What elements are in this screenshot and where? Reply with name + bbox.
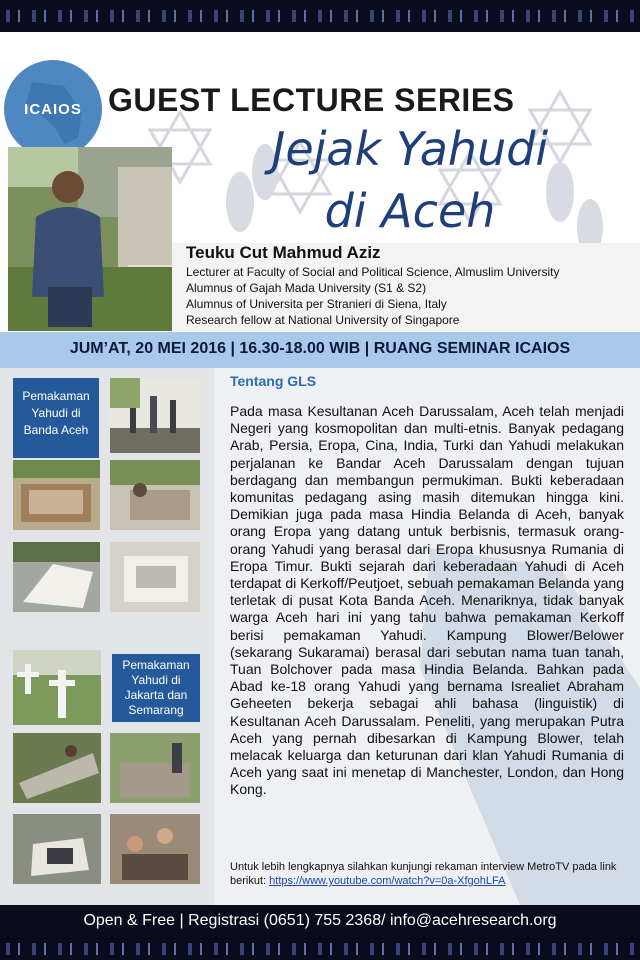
cemetery-photo	[110, 378, 200, 453]
lecture-title-line2: di Aceh	[324, 184, 496, 238]
caption-banda-aceh: Pemakaman Yahudi di Banda Aceh	[13, 378, 99, 458]
speaker-info	[172, 243, 640, 331]
event-date-text: JUM’AT, 20 MEI 2016 | 16.30-18.00 WIB | RUANG SEMINAR ICAIOS	[69, 340, 571, 357]
speaker-photo	[8, 147, 172, 331]
photo-column	[0, 368, 214, 905]
speaker-affiliation: Alumnus of Gajah Mada University (S1 & S2)	[186, 281, 427, 295]
logo-text: ICAIOS	[24, 101, 82, 118]
cemetery-photo	[110, 460, 200, 530]
speaker-name: Teuku Cut Mahmud Aziz	[186, 243, 381, 262]
cemetery-photo	[13, 542, 100, 612]
top-ornament-border	[0, 0, 640, 32]
cemetery-photo	[13, 733, 101, 803]
caption-jakarta-semarang: Pemakaman Yahudi di Jakarta dan Semarang	[112, 654, 200, 722]
speaker-affiliation: Lecturer at Faculty of Social and Political Science, Almuslim University	[186, 265, 560, 279]
footer-contact: Open & Free | Registrasi (0651) 755 2368/ info@acehresearch.org	[83, 912, 557, 929]
article-heading: Tentang GLS	[230, 373, 317, 389]
lecture-title-line1: Jejak Yahudi	[271, 122, 549, 176]
metrotv-interview-link[interactable]: https://www.youtube.com/watch?v=0a-XfgohLFA	[269, 875, 506, 887]
cemetery-photo	[110, 733, 200, 803]
cemetery-photo	[110, 814, 200, 884]
event-date-bar	[0, 332, 640, 368]
speaker-affiliation: Research fellow at National University of Singapore	[186, 313, 460, 327]
interview-note	[230, 860, 630, 888]
article-body: Pada masa Kesultanan Aceh Darussalam, Aceh telah menjadi Negeri yang kosmopolitan dan multi-etnis. Banyak pedagang Arab, Persia, Eropa, Cina, India, Turki dan Yahudi melakukan perjalanan ke Bandar Aceh Darussalam dengan tujuan berdagang dan membangun permukiman. Bukti keberadaan komunitas pedagang asing masih ditemukan hingga kini. Demikian juga pada masa Hindia Belanda di Aceh, banyak orang Eropa yang datang untuk berbisnis, termasuk orang-orang Yahudi yang berasal dari Eropa khususnya Rumania di Eropa Timur. Bukti sejarah dari keberadaan Yahudi di Aceh terdapat di Kerkoff/Peutjoet, sebuah pemakaman Belanda yang terletak di pusat Kota Banda Aceh. Menariknya, tidak banyak warga Aceh hari ini yang tahu bahwa pemakaman Kerkoff berisi pemakaman Yahudi. Kampung Blower/Belower (sekarang Sukaramai) berasal dari sebutan nama tuan tanah, Tuan Bolchover pada masa Hindia Belanda. Bahkan pada Abad ke-18 orang Yahudi yang bernama Isrealiet Abraham Geheeten bekerja sebagai ahli bahasa (linguistik) di Kesultanan Aceh Darussalam. Peneliti, yang merupakan Putra Aceh yang pernah dibesarkan di Kampung Blower, telah melacak keluarga dan keturunan dari klan Yahudi Rumania di Aceh yang saat ini menetap di Manchester, London, dan Hong Kong.	[230, 403, 624, 798]
note-text: Untuk lebih lengkapnya silahkan kunjungi rekaman interview MetroTV pada link berikut:	[230, 861, 617, 887]
cemetery-photo	[110, 542, 200, 612]
content-area	[0, 368, 640, 905]
speaker-affiliation: Alumnus of Universita per Stranieri di Siena, Italy	[186, 297, 447, 311]
series-title: GUEST LECTURE SERIES	[108, 82, 515, 118]
cemetery-photo	[13, 460, 100, 530]
icaios-logo	[4, 60, 102, 158]
cemetery-photo	[13, 814, 101, 884]
cemetery-photo	[13, 650, 101, 725]
